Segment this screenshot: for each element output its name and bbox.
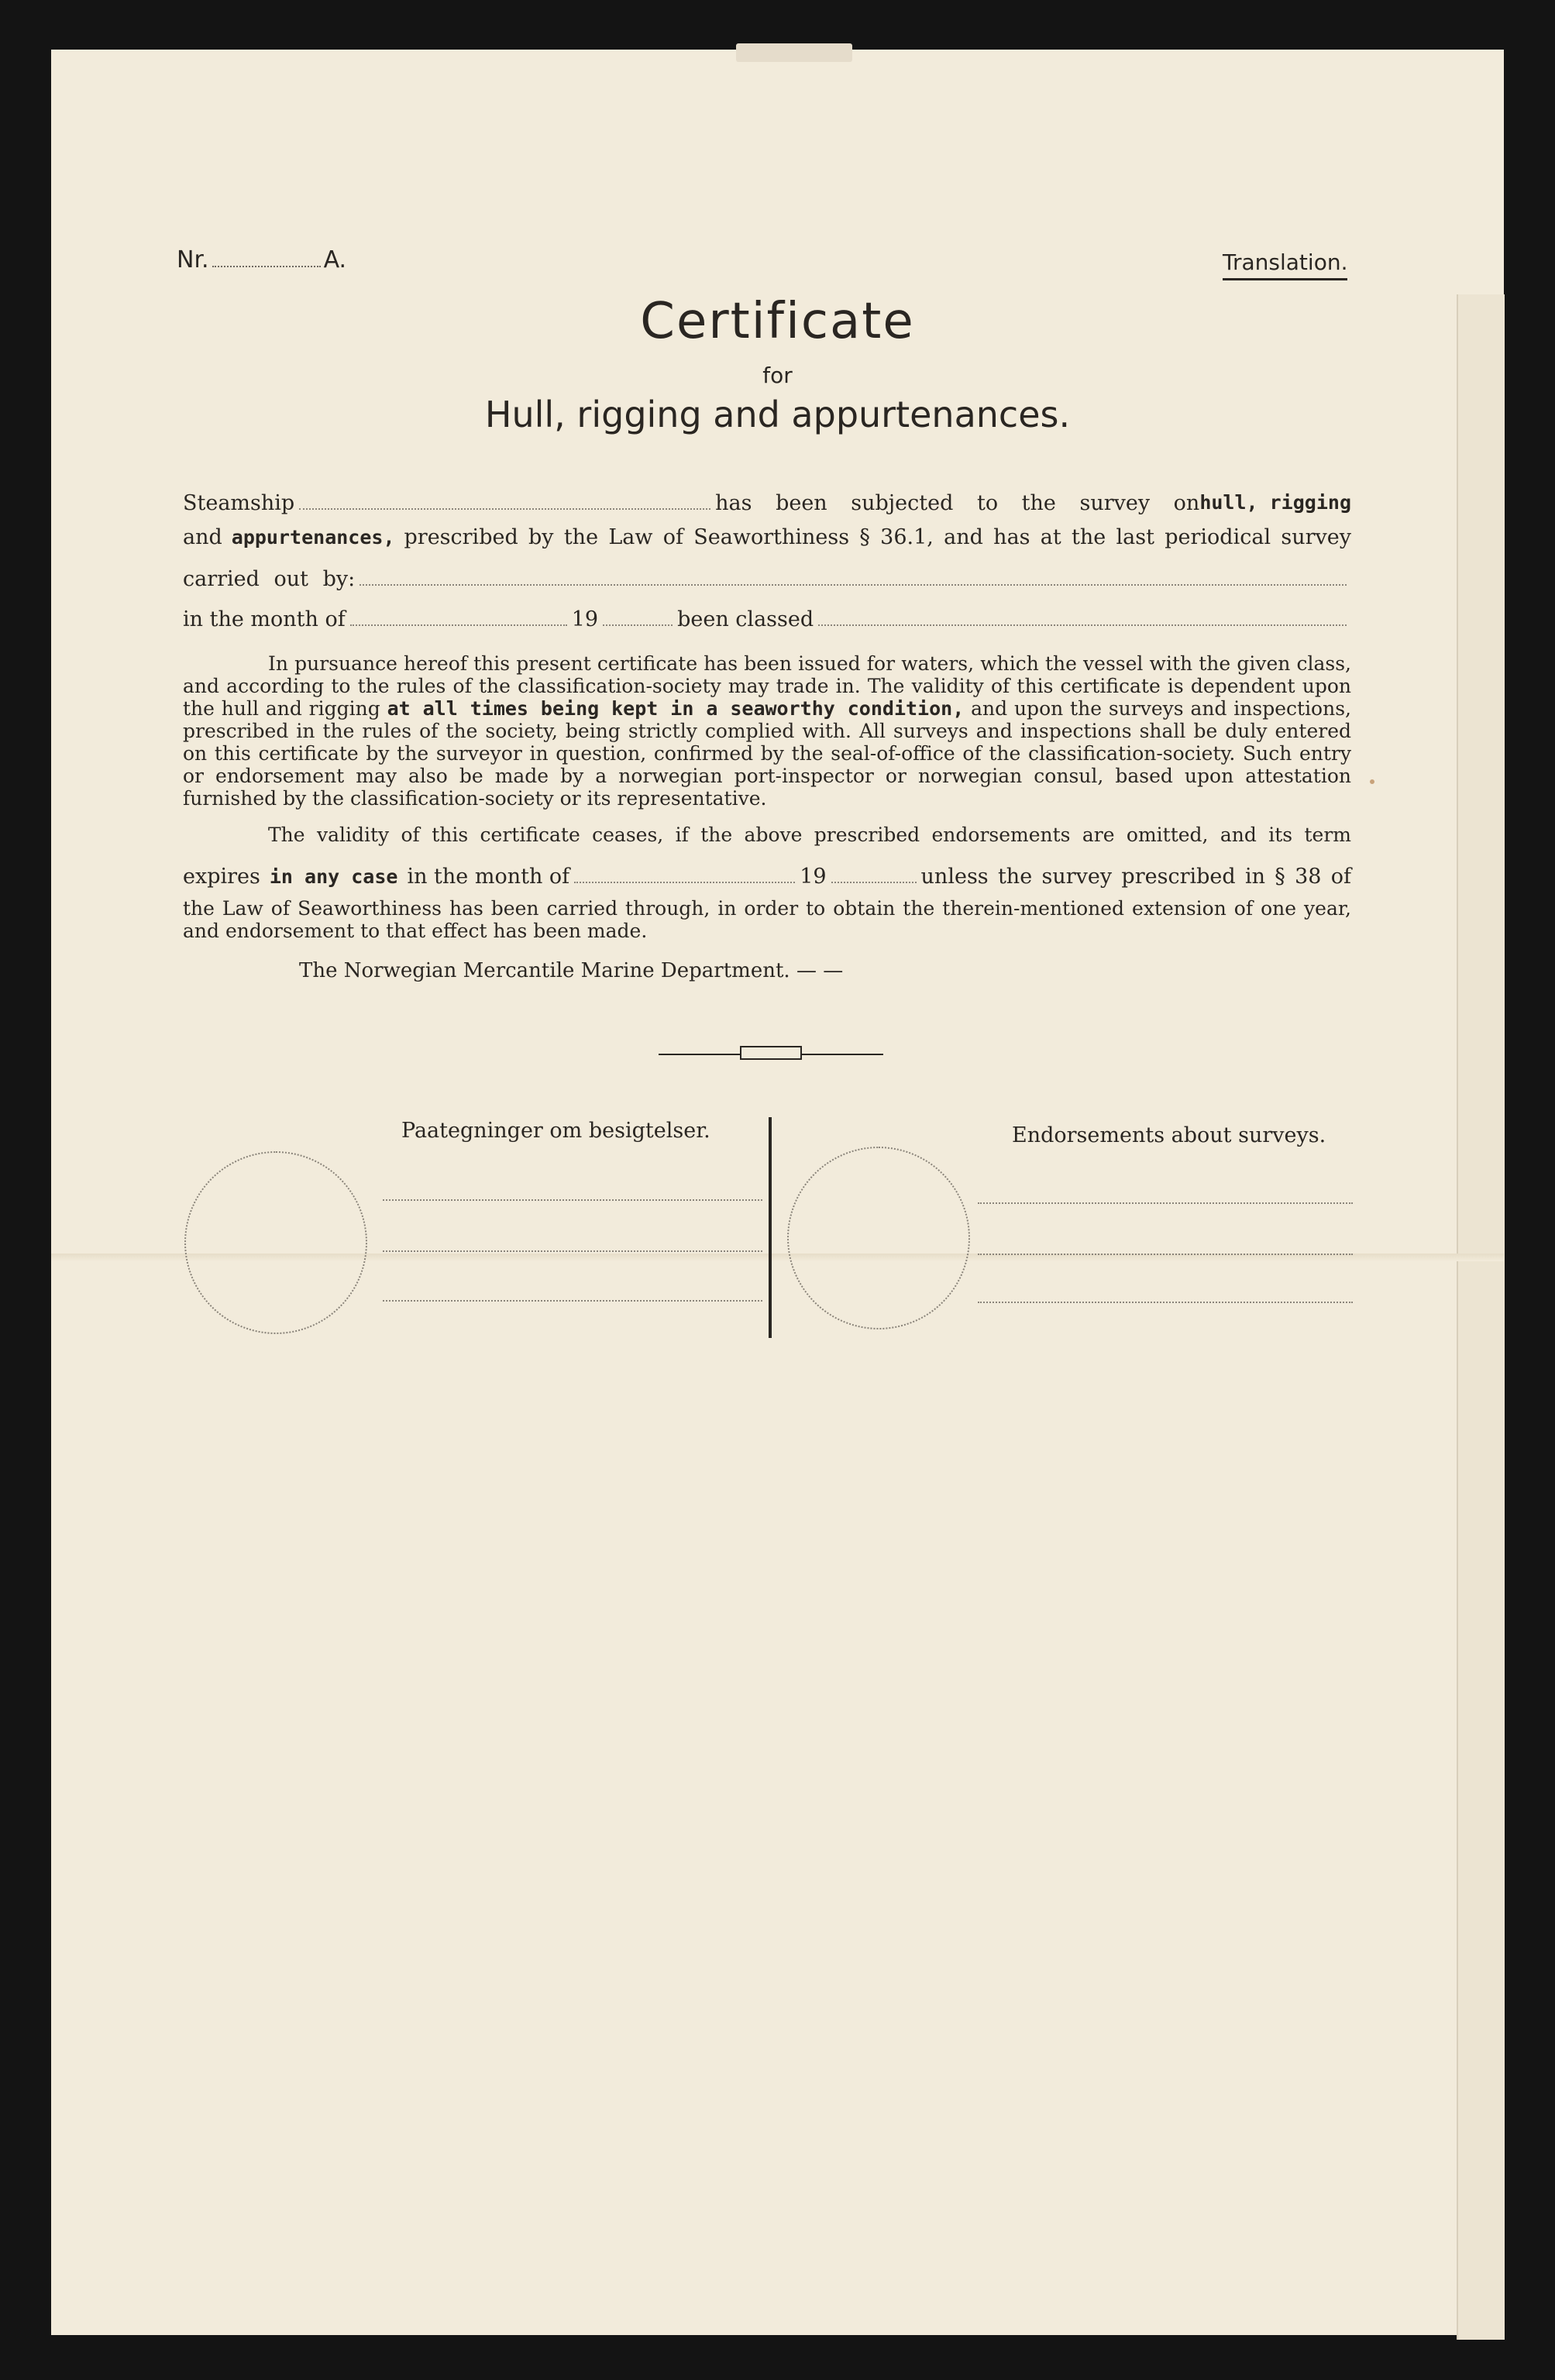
expires-label: expires <box>183 865 260 889</box>
endorsements-title-norwegian: Paategninger om besigtelser. <box>401 1119 710 1143</box>
in-any-case-text: in any case <box>269 865 398 888</box>
month-blank <box>350 624 567 626</box>
para1-b: and upon the surveys and inspections, prescribed in the rules of the society, being strictly complied with. All surveys and inspections shall be duly entered on this certificate by the surveyor in question, confirmed by the seal-of-office of the classification-society. Such entry or endorsement may also be made by a norwegian port-inspector or norwegian consul, based upon attestation furnished by the classification-society or its representative. <box>183 697 1351 810</box>
para1-bold: at all times being kept in a seaworthy condition, <box>387 697 965 720</box>
steamship-label: Steamship <box>183 491 295 515</box>
certificate-title: Certificate <box>640 293 915 350</box>
appurtenances-text: appurtenances, <box>231 526 395 549</box>
subjected-text: has been subjected to the survey on <box>715 491 1200 515</box>
year-blank <box>603 624 673 626</box>
steamship-blank <box>299 507 710 510</box>
translation-label: Translation. <box>1223 249 1347 280</box>
column-divider <box>769 1117 772 1338</box>
endorsement-line-left-2 <box>383 1250 762 1252</box>
class-blank <box>818 624 1347 626</box>
nr-suffix: A. <box>323 246 347 273</box>
expires-month-label: in the month of <box>407 865 570 889</box>
seal-circle-right <box>787 1147 970 1329</box>
paper-tear <box>736 43 852 62</box>
nr-label: Nr. <box>177 246 209 273</box>
steamship-line <box>183 491 1351 515</box>
carried-out-blank <box>360 583 1347 586</box>
line2-rest: prescribed by the Law of Seaworthiness § 36.1, and has at the last periodical survey <box>404 525 1351 549</box>
year-prefix: 19 <box>571 607 599 631</box>
endorsement-line-right-1 <box>978 1202 1353 1204</box>
appurtenances-line <box>183 525 1351 549</box>
para1-a: In pursuance hereof this present certificate has been issued for waters, which the vessel with the given class, and according to the rules of the classification-society may trade in. The validity of this certificate is dependent upon the hull and rigging <box>183 652 1351 720</box>
validity-paragraph <box>183 652 1351 810</box>
endorsements-title-english: Endorsements about surveys. <box>1012 1123 1326 1147</box>
endorsement-line-right-2 <box>978 1254 1353 1255</box>
certificate-subtitle: Hull, rigging and appurtenances. <box>484 394 1071 435</box>
subjected-text-wrap <box>715 491 1351 515</box>
carried-out-label: carried out by: <box>183 567 356 591</box>
underlying-sheet-edge <box>1457 294 1505 2340</box>
extension-paragraph: the Law of Seaworthiness has been carried through, in order to obtain the therein-mentioned extension of one year, and endorsement to that effect has been made. <box>183 897 1351 942</box>
endorsement-line-left-1 <box>383 1199 762 1201</box>
hull-rigging-text: hull, rigging <box>1199 491 1351 514</box>
endorsement-line-right-3 <box>978 1302 1353 1303</box>
been-classed-label: been classed <box>677 607 814 631</box>
expires-line <box>183 865 1351 889</box>
title-for: for <box>762 363 793 388</box>
unless-text: unless the survey prescribed in § 38 of <box>920 865 1351 889</box>
paper-mark <box>1370 779 1374 784</box>
expires-month-blank <box>574 881 795 883</box>
month-line <box>183 607 1351 631</box>
department-signature: The Norwegian Mercantile Marine Department. — — <box>299 959 844 982</box>
certificate-number <box>177 246 346 273</box>
ornament-divider <box>659 1046 883 1061</box>
seal-circle-left <box>184 1151 367 1334</box>
nr-blank <box>212 266 321 267</box>
expires-year-blank <box>831 881 917 883</box>
carried-out-line <box>183 567 1351 591</box>
and-text: and <box>183 525 222 549</box>
endorsement-line-left-3 <box>383 1300 762 1302</box>
month-label: in the month of <box>183 607 346 631</box>
ceases-paragraph: The validity of this certificate ceases, if the above prescribed endorsements are omitted, and its term <box>268 824 1351 846</box>
year-prefix-2: 19 <box>800 865 827 889</box>
